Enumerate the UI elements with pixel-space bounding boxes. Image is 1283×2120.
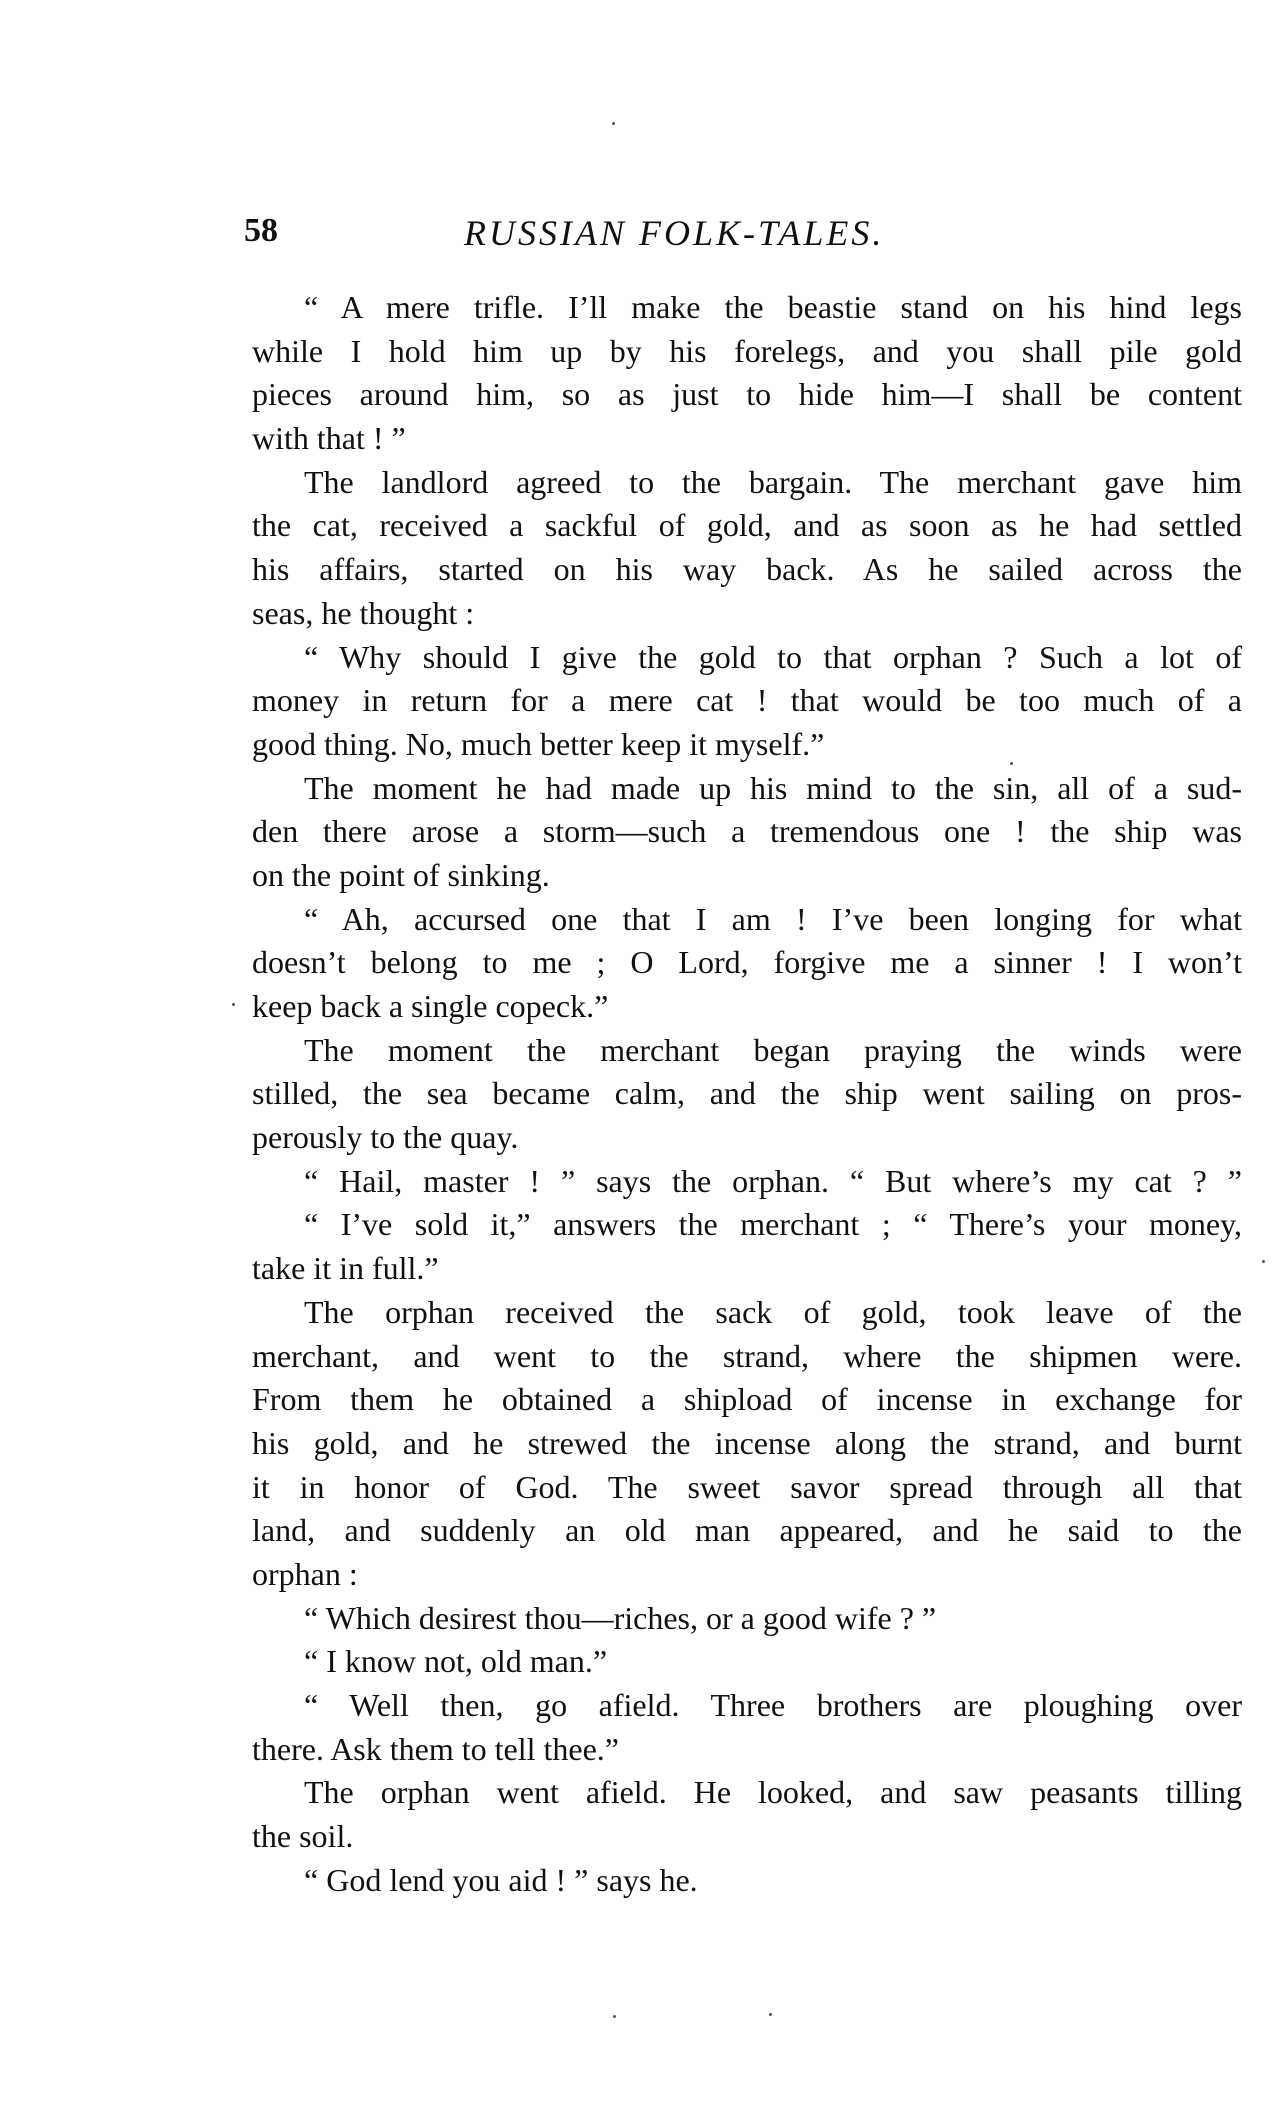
text-line: land, and suddenly an old man appeared, and he said to the	[252, 1512, 1242, 1549]
text-line: merchant, and went to the strand, where the shipmen were.	[252, 1337, 1242, 1374]
text-line: the soil.	[252, 1818, 354, 1855]
text-line: “ A mere trifle. I’ll make the beastie stand on his hind legs	[304, 289, 1242, 325]
paper-speck	[769, 2013, 772, 2016]
text-line: there. Ask them to tell thee.”	[252, 1730, 619, 1767]
paper-speck	[613, 2015, 616, 2018]
paper-speck	[612, 122, 615, 125]
text-line: From them he obtained a shipload of incense in exchange for	[252, 1381, 1242, 1418]
text-line: “ God lend you aid ! ” says he.	[304, 1861, 698, 1898]
text-line: with that ! ”	[252, 420, 406, 457]
text-line: take it in full.”	[252, 1250, 439, 1287]
text-line: “ Ah, accursed one that I am ! I’ve been longing for what	[304, 900, 1242, 937]
text-line: good thing. No, much better keep it myself.”	[252, 725, 825, 762]
text-line: stilled, the sea became calm, and the ship went sailing on pros-	[252, 1075, 1242, 1112]
page-number: 58	[244, 212, 278, 249]
text-line: “ Well then, go afield. Three brothers are ploughing over	[304, 1687, 1242, 1723]
text-line: while I hold him up by his forelegs, and you shall pile gold	[252, 332, 1242, 369]
paper-speck	[1262, 1260, 1265, 1263]
text-line: den there arose a storm—such a tremendous one ! the ship was	[252, 813, 1242, 850]
text-line: his gold, and he strewed the incense along the strand, and burnt	[252, 1424, 1242, 1461]
text-line: the cat, received a sackful of gold, and as soon as he had settled	[252, 507, 1242, 544]
text-line: “ I’ve sold it,” answers the merchant ; “ There’s your money,	[304, 1206, 1242, 1243]
text-line: seas, he thought :	[252, 594, 475, 631]
text-line: “ Hail, master ! ” says the orphan. “ But where’s my cat ? ”	[304, 1162, 1242, 1199]
text-line: The moment the merchant began praying the winds were	[304, 1031, 1242, 1068]
text-line: orphan :	[252, 1555, 358, 1592]
text-line: money in return for a mere cat ! that would be too much of a	[252, 682, 1242, 719]
text-line: The moment he had made up his mind to the sin, all of a sud-	[304, 769, 1242, 806]
text-line: The landlord agreed to the bargain. The merchant gave him	[304, 463, 1242, 500]
page-header	[244, 212, 1244, 262]
text-line: The orphan received the sack of gold, took leave of the	[304, 1293, 1242, 1330]
text-line: The orphan went afield. He looked, and saw peasants tilling	[304, 1774, 1242, 1811]
text-line: it in honor of God. The sweet savor spread through all that	[252, 1468, 1242, 1505]
text-line: perously to the quay.	[252, 1119, 519, 1156]
text-line: pieces around him, so as just to hide him—I shall be content	[252, 376, 1242, 413]
body-text	[252, 286, 1242, 1902]
paper-speck	[1010, 762, 1013, 765]
text-line: “ Why should I give the gold to that orphan ? Such a lot of	[304, 638, 1242, 675]
text-line: on the point of sinking.	[252, 856, 550, 893]
text-line: “ I know not, old man.”	[304, 1643, 608, 1680]
text-line: his affairs, started on his way back. As he sailed across the	[252, 551, 1242, 588]
paper-speck	[232, 1003, 235, 1006]
text-line: keep back a single copeck.”	[252, 988, 609, 1024]
running-title: RUSSIAN FOLK-TALES.	[464, 213, 885, 253]
text-line: doesn’t belong to me ; O Lord, forgive me a sinner ! I won’t	[252, 944, 1242, 981]
text-line: “ Which desirest thou—riches, or a good wife ? ”	[304, 1599, 937, 1636]
